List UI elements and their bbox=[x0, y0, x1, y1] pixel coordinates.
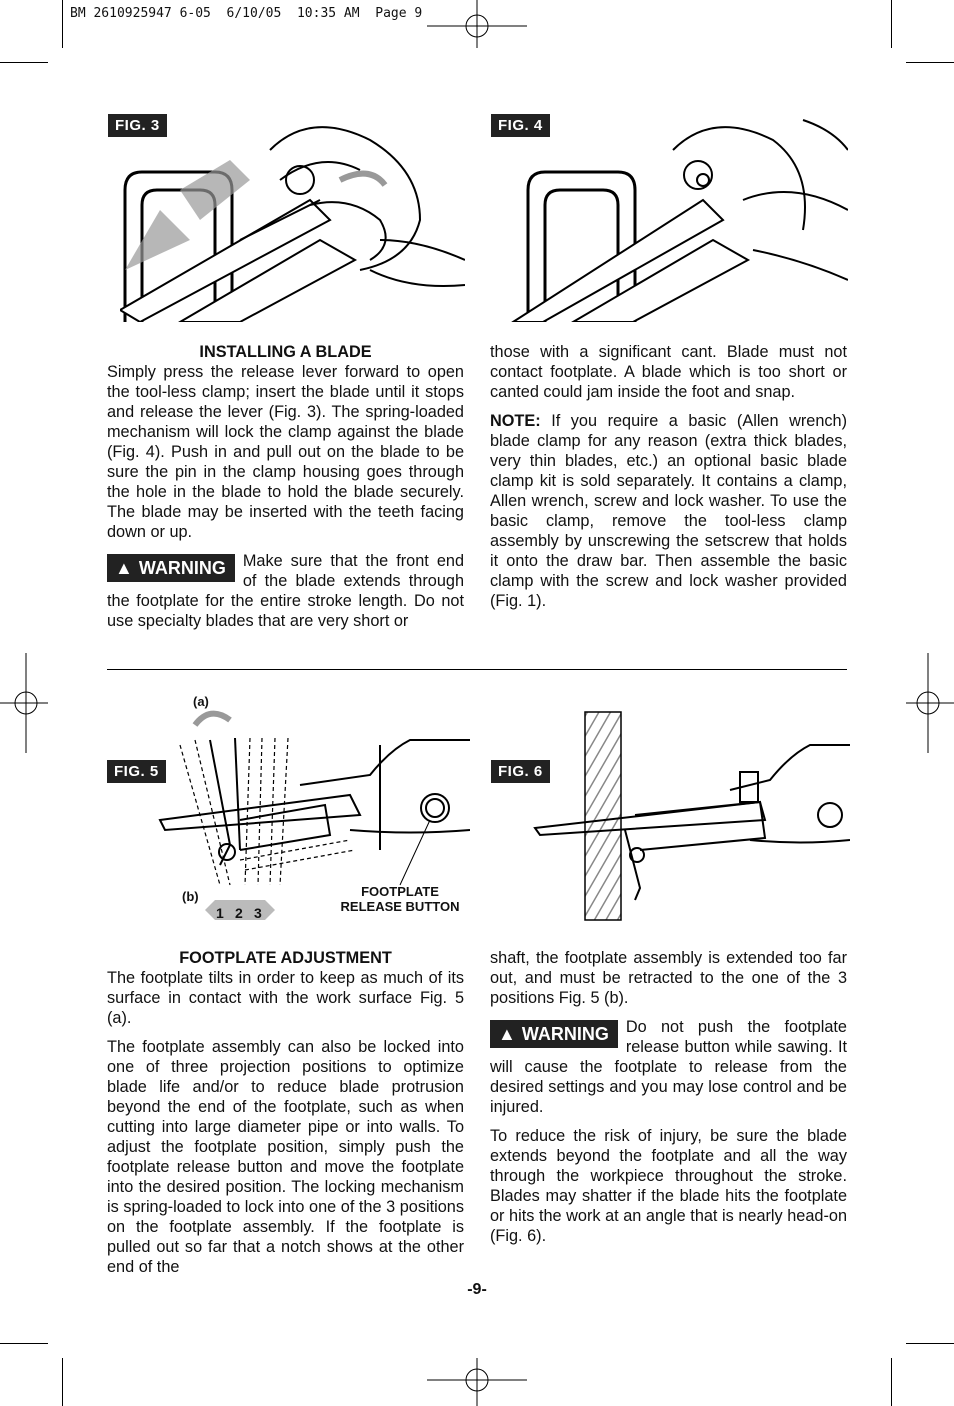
footplate-col1 bbox=[107, 948, 464, 1286]
warning-2-label: WARNING bbox=[521, 1024, 609, 1044]
fig6-label: FIG. 6 bbox=[491, 760, 550, 783]
footplate-release-callout bbox=[330, 884, 470, 914]
callout-line-2: RELEASE BUTTON bbox=[340, 899, 460, 914]
fig5-label-a: (a) bbox=[193, 694, 209, 709]
fig6-illustration bbox=[530, 710, 850, 922]
note-text: If you require a basic (Allen wrench) blade clamp for any reason (extra thick blades, very thin blades, etc.) an optional basic blade clamp kit is sold separately. It contains a clamp, Allen wrench, screw and lock washer. To use the basic clamp, remove the tool-less clamp assembly by unscrewing the setscrew that holds it onto the draw bar. Then assemble the basic clamp with the screw and lock washer provided (Fig. 1). bbox=[490, 412, 847, 610]
footplate-safety-text: To reduce the risk of injury, be sure the blade extends beyond the footplate and all the way through the workpiece throughout the stroke. Blades may shatter if the blade hits the footplate or hits the work at an angle that is nearly head-on (Fig. 6). bbox=[490, 1127, 847, 1245]
fig5-position-3: 3 bbox=[254, 905, 262, 921]
footplate-col2 bbox=[490, 948, 847, 1255]
installing-blade-col1 bbox=[107, 342, 464, 640]
print-slug: BM 2610925947 6-05 6/10/05 10:35 AM Page 9 bbox=[70, 6, 423, 21]
installing-blade-cont: those with a significant cant. Blade must not contact footplate. A blade which is too short or canted could jam inside the foot and snap. bbox=[490, 343, 847, 401]
fig5-label-b: (b) bbox=[182, 889, 199, 904]
page-number: -9- bbox=[467, 1281, 487, 1298]
fig5-position-1: 1 bbox=[216, 905, 224, 921]
fig4-label: FIG. 4 bbox=[491, 114, 550, 137]
installing-blade-text: Simply press the release lever forward to open the tool-less clamp; insert the blade until it stops and release the lever (Fig. 3). The spring-loaded mechanism will lock the clamp against the blade (Fig. 4). Push in and pull out on the blade to be sure the pin in the clamp housing goes through the hole in the blade to hold the blade securely. The blade may be inserted with the teeth facing down or up. bbox=[107, 363, 464, 541]
section-divider bbox=[107, 669, 847, 670]
warning-2-badge bbox=[490, 1020, 618, 1048]
warning-2 bbox=[490, 1017, 847, 1117]
warning-triangle-icon: ▲ bbox=[498, 1024, 516, 1044]
fig4-illustration bbox=[503, 110, 848, 322]
warning-1-text: Make sure that the front end of the blade extends through the footplate for the entire stroke length. Do not use specialty blades that are very short or bbox=[107, 552, 464, 630]
installing-blade-col2 bbox=[490, 342, 847, 620]
fig3-label: FIG. 3 bbox=[108, 114, 167, 137]
fig5-position-2: 2 bbox=[235, 905, 243, 921]
footplate-heading: FOOTPLATE ADJUSTMENT bbox=[179, 949, 392, 967]
fig3-illustration bbox=[120, 110, 465, 322]
warning-2-text: Do not push the footplate release button while sawing. It will cause the footplate to release from the desired settings and you may lose control and be injured. bbox=[490, 1018, 847, 1116]
warning-1 bbox=[107, 551, 464, 631]
fig5-label: FIG. 5 bbox=[107, 760, 166, 783]
note-label: NOTE: bbox=[490, 412, 541, 430]
callout-line-1: FOOTPLATE bbox=[361, 884, 439, 899]
footplate-cont: shaft, the footplate assembly is extended too far out, and must be retracted to the one of the 3 positions Fig. 5 (b). bbox=[490, 949, 847, 1007]
footplate-p2: The footplate assembly can also be locked into one of three projection positions to optimize blade life and/or to reduce blade protrusion beyond the end of the footplate, such as when cutting into large diameter pipe or into walls. To adjust the footplate position, simply push the footplate release button and move the footplate into the desired position. The locking mechanism is spring-loaded to lock into one of the 3 positions on the footplate assembly. If the footplate is pulled out so far that a notch shows at the other end of the bbox=[107, 1038, 464, 1276]
footplate-p1: The footplate tilts in order to keep as much of its surface in contact with the work surface Fig. 5 (a). bbox=[107, 969, 464, 1027]
note-paragraph bbox=[490, 411, 847, 611]
warning-triangle-icon: ▲ bbox=[115, 558, 133, 578]
installing-blade-heading: INSTALLING A BLADE bbox=[199, 343, 372, 361]
warning-1-label: WARNING bbox=[138, 558, 226, 578]
warning-1-badge bbox=[107, 554, 235, 582]
